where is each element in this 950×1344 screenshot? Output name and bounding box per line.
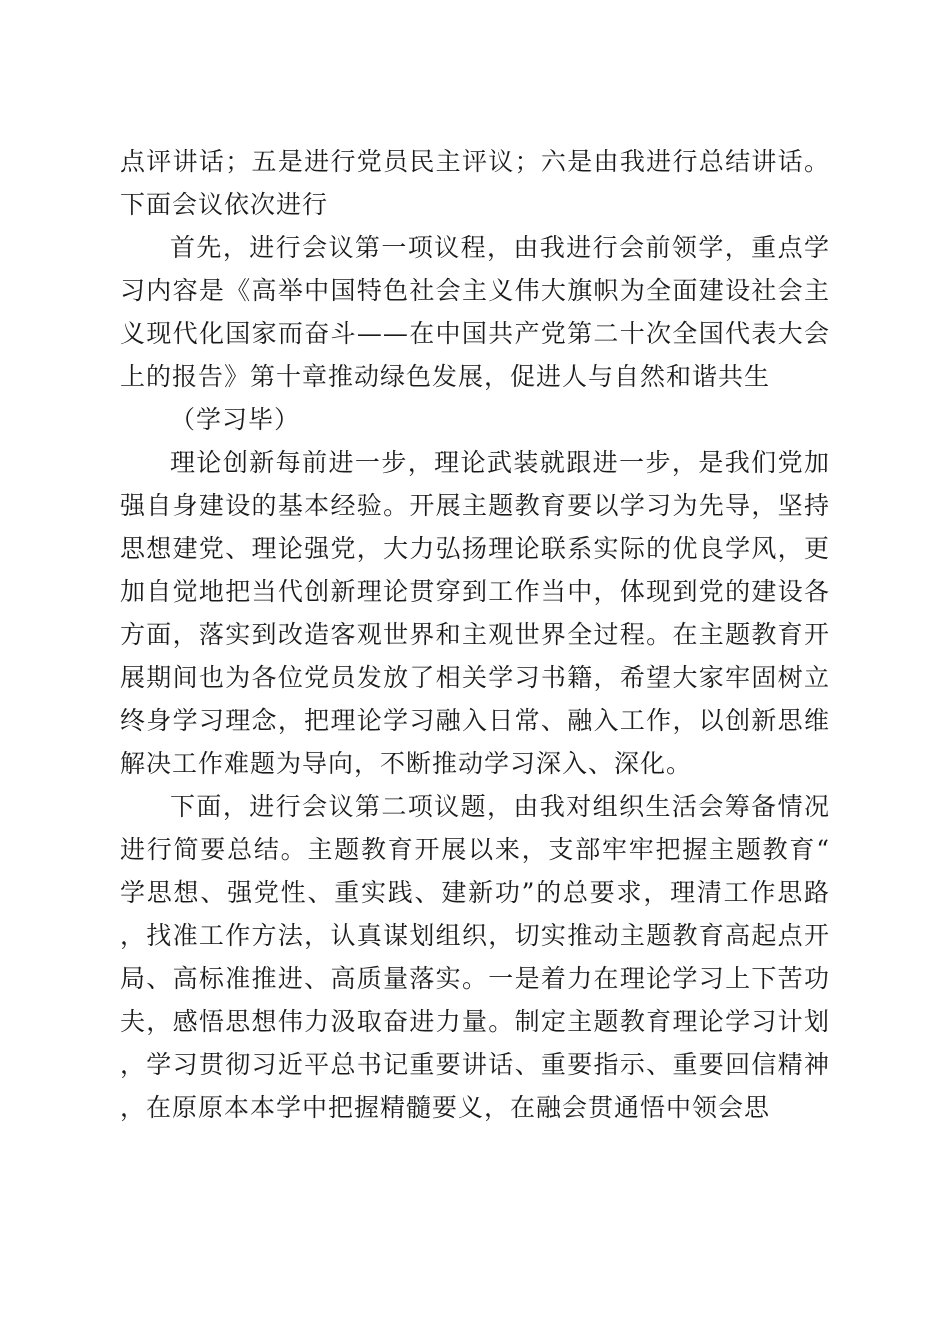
paragraph-second-agenda-item: 下面，进行会议第二项议题，由我对组织生活会筹备情况进行简要总结。主题教育开展以来，支部牢牢把握主题教育“学思想、强党性、重实践、建新功”的总要求，理清工作思路，找准工作方法，认真谋划组织，切实推动主题教育高起点开局、高标准推进、高质量落实。一是着力在理论学习上下苦功夫，感悟思想伟力汲取奋进力量。制定主题教育理论学习计划，学习贯彻习近平总书记重要讲话、重要指示、重要回信精神，在原原本本学中把握精髓要义，在融会贯通悟中领会思 xyxy=(120,792,830,1122)
paragraph-theory-innovation: 理论创新每前进一步，理论武装就跟进一步，是我们党加强自身建设的基本经验。开展主题教育要以学习为先导，坚持思想建党、理论强党，大力弘扬理论联系实际的优良学风，更加自觉地把当代创新理论贯穿到工作当中，体现到党的建设各方面，落实到改造客观世界和主观世界全过程。在主题教育开展期间也为各位党员发放了相关学习书籍，希望大家牢固树立终身学习理念，把理论学习融入日常、融入工作，以创新思维解决工作难题为导向，不断推动学习深入、深化。 xyxy=(120,448,830,778)
paragraph-first-agenda-item: 首先，进行会议第一项议程，由我进行会前领学，重点学习内容是《高举中国特色社会主义伟大旗帜为全面建设社会主义现代化国家而奋斗——在中国共产党第二十次全国代表大会上的报告》第十章推动绿色发展，促进人与自然和谐共生 xyxy=(120,233,830,391)
paragraph-study-complete-note: （学习毕） xyxy=(170,405,301,434)
document-body xyxy=(120,140,830,1129)
paragraph-agenda-continuation: 点评讲话；五是进行党员民主评议；六是由我进行总结讲话。下面会议依次进行 xyxy=(120,147,830,219)
